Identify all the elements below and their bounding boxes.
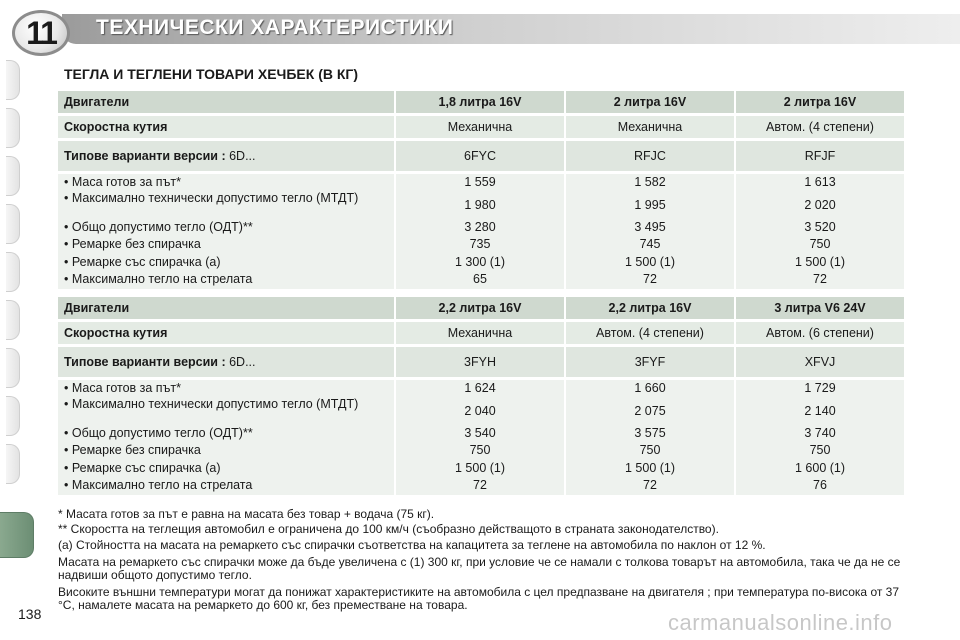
metric-value: 72 bbox=[473, 478, 487, 492]
chapter-tabs bbox=[0, 60, 40, 560]
metric-label: • Максимално технически допустимо тегло (МТДТ) bbox=[64, 396, 359, 411]
metric-label: • Ремарке със спирачка (а) bbox=[64, 254, 221, 269]
engine-row bbox=[58, 91, 904, 113]
metrics-row bbox=[58, 380, 904, 495]
metric-value: 1 600 (1) bbox=[794, 460, 846, 475]
metric-value: 1 500 (1) bbox=[624, 460, 676, 475]
metric-value: 3 575 bbox=[634, 425, 666, 440]
variants-prefix: 6D... bbox=[229, 149, 256, 163]
metric-values-col bbox=[394, 174, 564, 289]
page-number: 138 bbox=[18, 606, 42, 622]
metric-value: 3 495 bbox=[634, 219, 666, 234]
variant-cell: XFVJ bbox=[734, 347, 904, 377]
gearbox-cell: Автом. (6 степени) bbox=[734, 322, 904, 344]
gearbox-cell: Автом. (4 степени) bbox=[734, 116, 904, 138]
variant-cell: RFJF bbox=[734, 141, 904, 171]
engine-cell: 2,2 литра 16V bbox=[394, 297, 564, 319]
variant-cell: RFJC bbox=[564, 141, 734, 171]
metric-value: 3 540 bbox=[464, 425, 496, 440]
gearbox-label: Скоростна кутия bbox=[58, 116, 394, 138]
metric-values-col bbox=[394, 380, 564, 495]
metric-value: 735 bbox=[469, 237, 491, 251]
engine-cell: 2 литра 16V bbox=[564, 91, 734, 113]
metric-label: • Маса готов за път* bbox=[64, 381, 181, 395]
metric-value: 1 500 (1) bbox=[624, 254, 676, 269]
variant-cell: 3FYH bbox=[394, 347, 564, 377]
variants-prefix: 6D... bbox=[229, 355, 256, 369]
metric-label: • Максимално технически допустимо тегло (МТДТ) bbox=[64, 190, 359, 205]
metric-value: 1 660 bbox=[634, 381, 666, 395]
weights-table-1 bbox=[58, 91, 904, 289]
metric-value: 745 bbox=[639, 237, 661, 251]
metric-label: • Маса готов за път* bbox=[64, 175, 181, 189]
metric-value: 1 500 (1) bbox=[454, 460, 506, 475]
metric-label: • Ремарке без спирачка bbox=[64, 237, 201, 251]
metric-label: • Максимално тегло на стрелата bbox=[64, 272, 253, 286]
metric-value: 2 040 bbox=[464, 403, 496, 418]
metric-value: 750 bbox=[809, 443, 831, 457]
chapter-tab[interactable] bbox=[6, 108, 20, 148]
metric-value: 1 559 bbox=[464, 175, 496, 189]
engine-cell: 2 литра 16V bbox=[734, 91, 904, 113]
weights-table-2 bbox=[58, 297, 904, 495]
variants-label-cell bbox=[58, 141, 394, 171]
metric-label: • Общо допустимо тегло (ОДТ)** bbox=[64, 219, 253, 234]
metric-value: 1 300 (1) bbox=[454, 254, 506, 269]
footnote: ** Скоростта на теглещия автомобил е ограничена до 100 км/ч (съобразно действащото в страната законодателство). bbox=[58, 521, 719, 536]
variants-label: Типове варианти версии : bbox=[64, 149, 226, 163]
engine-label: Двигатели bbox=[58, 91, 394, 113]
metric-value: 1 995 bbox=[634, 197, 666, 212]
gearbox-cell: Механична bbox=[394, 116, 564, 138]
metric-value: 1 613 bbox=[804, 175, 836, 189]
engine-cell: 3 литра V6 24V bbox=[734, 297, 904, 319]
metric-value: 72 bbox=[643, 272, 657, 286]
section-title: ТЕГЛА И ТЕГЛЕНИ ТОВАРИ ХЕЧБЕК (В КГ) bbox=[64, 66, 359, 82]
chapter-number: 11 bbox=[26, 14, 56, 51]
chapter-tab[interactable] bbox=[6, 204, 20, 244]
engine-cell: 2,2 литра 16V bbox=[564, 297, 734, 319]
metric-value: 72 bbox=[643, 478, 657, 492]
metric-value: 750 bbox=[639, 443, 661, 457]
footnote: Масата на ремаркето със спирачки може да бъде увеличена с (1) 300 кг, при условие че се намали с толкова товарът на автомобила, така че да не се надвиши общото допустимо тегло. bbox=[58, 554, 901, 582]
gearbox-cell: Автом. (4 степени) bbox=[564, 322, 734, 344]
metric-value: 65 bbox=[473, 272, 487, 286]
metric-values-col bbox=[734, 174, 904, 289]
gearbox-label: Скоростна кутия bbox=[58, 322, 394, 344]
chapter-tab[interactable] bbox=[6, 156, 20, 196]
chapter-tab[interactable] bbox=[6, 348, 20, 388]
variants-row bbox=[58, 141, 904, 171]
metric-value: 3 280 bbox=[464, 219, 496, 234]
variants-label-cell bbox=[58, 347, 394, 377]
metric-value: 72 bbox=[813, 272, 827, 286]
chapter-tab[interactable] bbox=[6, 252, 20, 292]
chapter-title: ТЕХНИЧЕСКИ ХАРАКТЕРИСТИКИ bbox=[96, 16, 454, 39]
metric-label: • Ремарке със спирачка (а) bbox=[64, 460, 221, 475]
metric-values-col bbox=[734, 380, 904, 495]
chapter-tab[interactable] bbox=[6, 300, 20, 340]
metric-value: 750 bbox=[469, 443, 491, 457]
metric-label: • Максимално тегло на стрелата bbox=[64, 478, 253, 492]
variants-label: Типове варианти версии : bbox=[64, 355, 226, 369]
gearbox-row bbox=[58, 322, 904, 344]
metric-value: 3 740 bbox=[804, 425, 836, 440]
metric-values-col bbox=[564, 380, 734, 495]
metric-values-col bbox=[564, 174, 734, 289]
metric-value: 76 bbox=[813, 478, 827, 492]
metric-value: 750 bbox=[809, 237, 831, 251]
chapter-tab[interactable] bbox=[6, 444, 20, 484]
watermark: carmanualsonline.info bbox=[668, 610, 893, 635]
metric-label: • Ремарке без спирачка bbox=[64, 443, 201, 457]
metric-label: • Общо допустимо тегло (ОДТ)** bbox=[64, 425, 253, 440]
footnote: * Масата готов за път е равна на масата без товар + водача (75 кг). bbox=[58, 507, 435, 521]
metric-labels bbox=[58, 380, 394, 495]
metric-value: 1 582 bbox=[634, 175, 666, 189]
metric-value: 1 729 bbox=[804, 381, 836, 395]
variants-row bbox=[58, 347, 904, 377]
footnote: Високите външни температури могат да понижат характеристиките на автомобила с цел предпазване на двигателя ; при температура по-висока от 37 °C, намалете масата на ремаркето до 600 кг, без преместване на товара. bbox=[58, 584, 900, 612]
metrics-row bbox=[58, 174, 904, 289]
variant-cell: 6FYC bbox=[394, 141, 564, 171]
chapter-badge bbox=[12, 10, 70, 56]
metric-value: 1 500 (1) bbox=[794, 254, 846, 269]
gearbox-cell: Механична bbox=[394, 322, 564, 344]
chapter-tab-active[interactable] bbox=[0, 512, 34, 558]
metric-value: 2 020 bbox=[804, 197, 836, 212]
chapter-tab[interactable] bbox=[6, 60, 20, 100]
gearbox-cell: Механична bbox=[564, 116, 734, 138]
chapter-tab[interactable] bbox=[6, 396, 20, 436]
footnotes bbox=[58, 508, 908, 614]
variant-cell: 3FYF bbox=[564, 347, 734, 377]
metric-value: 1 624 bbox=[464, 381, 496, 395]
footnote: (а) Стойността на масата на ремаркето със спирачки съответства на капацитета за теглене на автомобила по наклон от 12 %. bbox=[58, 538, 766, 552]
metric-labels bbox=[58, 174, 394, 289]
engine-cell: 1,8 литра 16V bbox=[394, 91, 564, 113]
metric-value: 2 140 bbox=[804, 403, 836, 418]
engine-label: Двигатели bbox=[58, 297, 394, 319]
metric-value: 3 520 bbox=[804, 219, 836, 234]
gearbox-row bbox=[58, 116, 904, 138]
metric-value: 1 980 bbox=[464, 197, 496, 212]
engine-row bbox=[58, 297, 904, 319]
metric-value: 2 075 bbox=[634, 403, 666, 418]
